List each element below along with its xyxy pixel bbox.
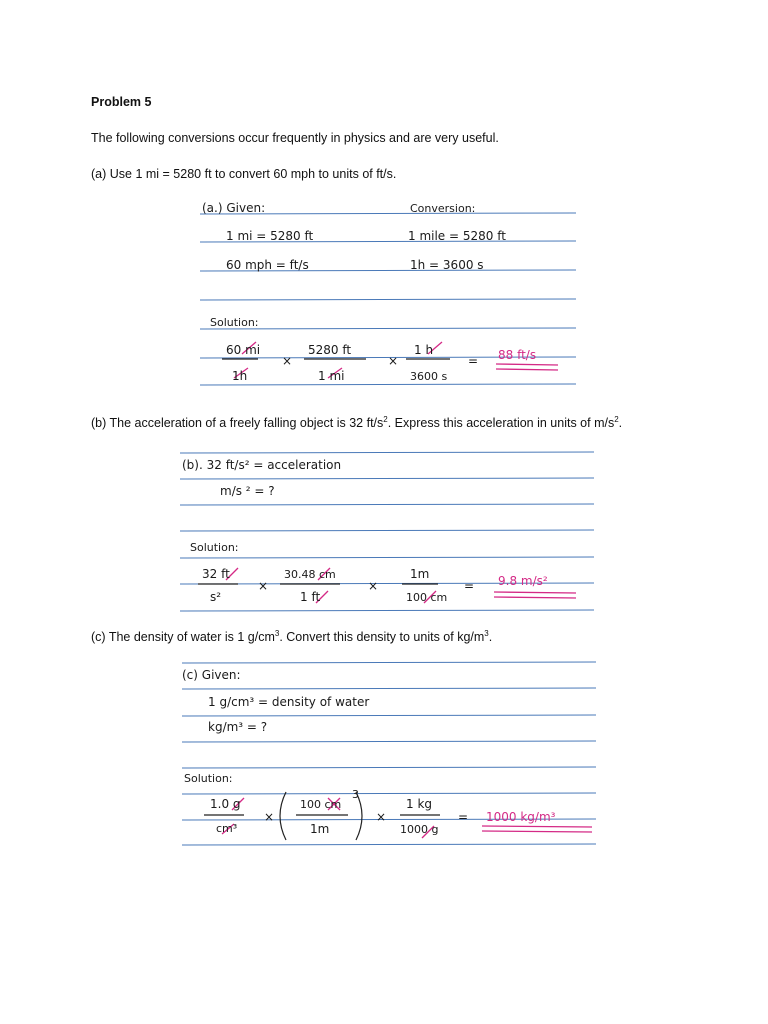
- part-b-factor3-den: 100 cm: [406, 591, 448, 604]
- part-b-equals: =: [464, 579, 475, 593]
- part-c-sup: 3: [274, 628, 280, 638]
- part-a-times-1: ×: [282, 354, 293, 368]
- problem-intro: The following conversions occur frequently in physics and are very useful.: [91, 131, 499, 145]
- notebook-part-b: [176, 448, 596, 616]
- part-c-given-2: kg/m³ = ?: [208, 720, 268, 734]
- part-a-solution-label: Solution:: [210, 316, 259, 329]
- part-a-given-label: (a.) Given:: [202, 201, 266, 215]
- part-a-factor3-den: 3600 s: [410, 370, 448, 383]
- part-b-factor1-num: 32 ft: [202, 567, 230, 581]
- part-a-given-2: 60 mph = ft/s: [226, 258, 309, 272]
- part-c-prompt-end: .: [488, 630, 493, 644]
- part-b-given-2: m/s ² = ?: [220, 484, 275, 498]
- ruled-lines-a: [196, 196, 578, 392]
- part-a-prompt: (a) Use 1 mi = 5280 ft to convert 60 mph to units of ft/s.: [91, 167, 397, 181]
- part-b-prompt-text: (b) The acceleration of a freely falling object is 32 ft/s: [91, 416, 384, 430]
- part-a-answer: 88 ft/s: [498, 348, 537, 362]
- part-a-given-1: 1 mi = 5280 ft: [226, 229, 314, 243]
- part-c-prompt: [91, 629, 492, 645]
- part-c-factor2-den: 1m: [310, 822, 330, 836]
- part-a-conversion-2: 1h = 3600 s: [410, 258, 484, 272]
- part-b-prompt-text-2: . Express this acceleration in units of m/s: [387, 416, 615, 430]
- part-b-answer: 9.8 m/s²: [498, 574, 548, 588]
- part-b-times-2: ×: [368, 579, 379, 593]
- part-c-factor1-den: cm³: [216, 822, 238, 835]
- part-a-factor3-num: 1 h: [414, 343, 434, 357]
- notebook-part-a: [196, 196, 578, 392]
- part-a-conversion-label: Conversion:: [410, 202, 476, 215]
- part-c-solution-label: Solution:: [184, 772, 233, 785]
- part-c-equals: =: [458, 810, 469, 824]
- part-b-prompt: [91, 415, 622, 431]
- part-a-factor2-den: 1 mi: [318, 369, 345, 383]
- part-a-equals: =: [468, 354, 479, 368]
- part-a-factor1-den: 1h: [232, 369, 248, 383]
- part-b-times-1: ×: [258, 579, 269, 593]
- part-c-times-2: ×: [376, 810, 387, 824]
- part-b-factor3-num: 1m: [410, 567, 430, 581]
- part-b-prompt-end: .: [618, 416, 623, 430]
- part-b-factor1-den: s²: [210, 590, 222, 604]
- part-a-conversion-1: 1 mile = 5280 ft: [408, 229, 506, 243]
- notebook-part-c: [178, 660, 598, 850]
- part-a-factor2-num: 5280 ft: [308, 343, 352, 357]
- part-b-factor2-den: 1 ft: [300, 590, 321, 604]
- part-c-given-1: 1 g/cm³ = density of water: [208, 695, 370, 709]
- part-a-times-2: ×: [388, 354, 399, 368]
- part-b-given-1: (b). 32 ft/s² = acceleration: [182, 458, 342, 472]
- part-c-prompt-text: (c) The density of water is 1 g/cm: [91, 630, 275, 644]
- part-a-factor1-num: 60 mi: [226, 343, 261, 357]
- part-b-solution-label: Solution:: [190, 541, 239, 554]
- part-b-sup: 2: [383, 414, 388, 424]
- part-c-factor3-num: 1 kg: [406, 797, 433, 811]
- problem-title: Problem 5: [91, 95, 152, 109]
- part-c-factor2-exp: 3: [352, 788, 359, 801]
- part-c-given-label: (c) Given:: [182, 668, 241, 682]
- part-c-factor2-num: 100 cm: [300, 798, 342, 811]
- part-c-prompt-text-2: . Convert this density to units of kg/m: [279, 630, 485, 644]
- part-b-sup-2: 2: [614, 414, 619, 424]
- part-c-factor3-den: 1000 g: [400, 823, 439, 836]
- part-c-answer: 1000 kg/m³: [486, 810, 556, 824]
- part-b-factor2-num: 30.48 cm: [284, 568, 336, 581]
- part-c-factor1-num: 1.0 g: [210, 797, 241, 811]
- ruled-lines-b: [176, 448, 596, 616]
- part-c-sup-2: 3: [484, 628, 489, 638]
- part-c-times-1: ×: [264, 810, 275, 824]
